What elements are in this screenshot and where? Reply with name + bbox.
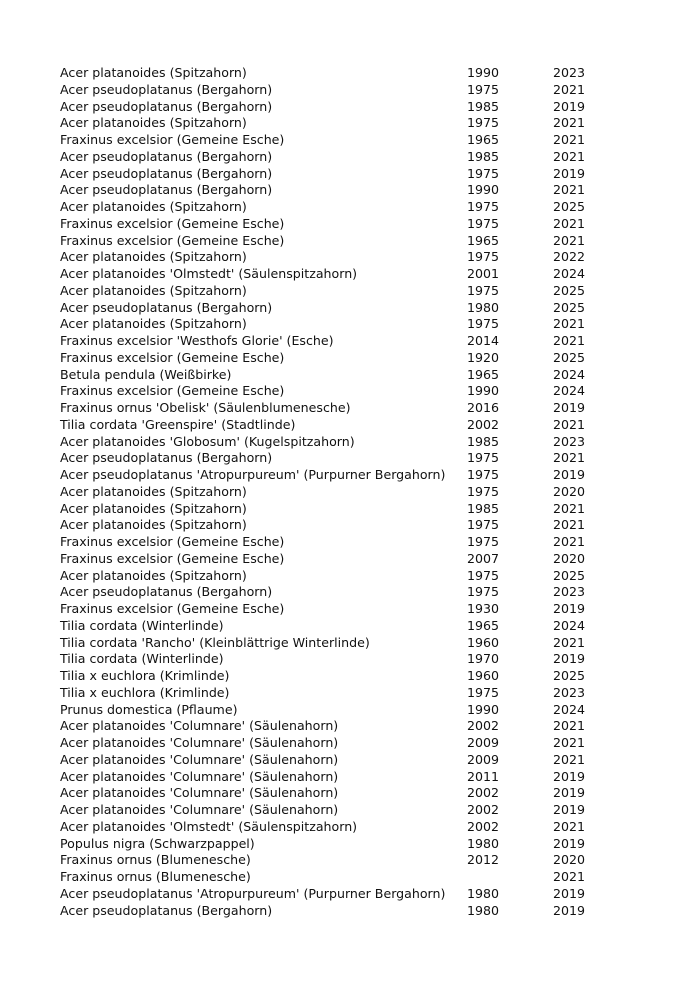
record-year-cell: 2021 <box>553 148 586 164</box>
species-cell: Acer pseudoplatanus (Bergahorn) <box>60 81 273 97</box>
table-row <box>60 752 620 769</box>
planting-year-cell: 2011 <box>467 768 500 784</box>
record-year-cell: 2023 <box>553 584 586 600</box>
record-year-cell: 2019 <box>553 467 586 482</box>
table-row <box>60 467 620 484</box>
planting-year-cell: 1975 <box>467 483 500 499</box>
species-cell: Acer platanoides (Spitzahorn) <box>60 282 247 298</box>
record-year-cell: 2021 <box>553 751 586 767</box>
species-cell: Fraxinus ornus (Blumenesche) <box>60 852 251 868</box>
record-year-cell: 2021 <box>553 534 586 549</box>
planting-year-cell: 2002 <box>467 718 500 734</box>
planting-year-cell: 1960 <box>467 668 500 683</box>
record-year-cell: 2019 <box>553 902 586 918</box>
planting-year-cell: 1965 <box>467 132 500 147</box>
table-row <box>60 316 620 333</box>
record-year-cell: 2023 <box>553 433 586 449</box>
species-cell: Acer platanoides 'Columnare' (Säulenahorn) <box>60 718 339 734</box>
species-cell: Acer pseudoplatanus (Bergahorn) <box>60 902 273 918</box>
record-year-cell: 2021 <box>553 718 586 734</box>
table-row <box>60 233 620 250</box>
table-row <box>60 300 620 317</box>
planting-year-cell: 2002 <box>467 818 500 834</box>
table-row <box>60 769 620 786</box>
record-year-cell: 2025 <box>553 299 586 315</box>
planting-year-cell: 1975 <box>467 215 500 231</box>
table-row <box>60 501 620 518</box>
planting-year-cell: 1965 <box>467 232 500 248</box>
species-cell: Tilia cordata 'Rancho' (Kleinblättrige Winterlinde) <box>60 634 370 650</box>
record-year-cell: 2019 <box>553 885 586 901</box>
table-row <box>60 115 620 132</box>
species-cell: Acer platanoides 'Globosum' (Kugelspitzahorn) <box>60 433 355 449</box>
record-year-cell: 2025 <box>553 199 586 214</box>
species-cell: Tilia cordata (Winterlinde) <box>60 617 224 633</box>
table-row <box>60 65 620 82</box>
planting-year-cell: 1985 <box>467 148 500 164</box>
species-cell: Acer platanoides 'Columnare' (Säulenahorn) <box>60 751 339 767</box>
table-row <box>60 166 620 183</box>
record-year-cell: 2019 <box>553 601 586 616</box>
table-row <box>60 350 620 367</box>
table-row <box>60 450 620 467</box>
tree-list-table <box>60 65 620 919</box>
table-row <box>60 434 620 451</box>
species-cell: Tilia cordata 'Greenspire' (Stadtlinde) <box>60 416 296 432</box>
species-cell: Acer platanoides (Spitzahorn) <box>60 500 247 516</box>
species-cell: Acer pseudoplatanus (Bergahorn) <box>60 182 273 198</box>
record-year-cell: 2021 <box>553 333 586 348</box>
planting-year-cell: 1920 <box>467 349 500 365</box>
table-row <box>60 132 620 149</box>
species-cell: Prunus domestica (Pflaume) <box>60 701 238 717</box>
planting-year-cell: 1975 <box>467 165 500 181</box>
species-cell: Fraxinus excelsior 'Westhofs Glorie' (Esche) <box>60 333 334 348</box>
species-cell: Tilia x euchlora (Krimlinde) <box>60 684 230 700</box>
planting-year-cell: 1970 <box>467 651 500 667</box>
table-row <box>60 668 620 685</box>
table-row <box>60 819 620 836</box>
table-row <box>60 216 620 233</box>
species-cell: Fraxinus ornus 'Obelisk' (Säulenblumenesche) <box>60 400 351 415</box>
planting-year-cell: 1990 <box>467 65 500 80</box>
record-year-cell: 2021 <box>553 500 586 516</box>
record-year-cell: 2019 <box>553 785 586 801</box>
planting-year-cell: 1980 <box>467 835 500 851</box>
table-row <box>60 903 620 920</box>
planting-year-cell: 1975 <box>467 450 500 466</box>
planting-year-cell: 2002 <box>467 416 500 432</box>
record-year-cell: 2021 <box>553 869 586 884</box>
record-year-cell: 2021 <box>553 132 586 147</box>
table-row <box>60 702 620 719</box>
planting-year-cell: 1975 <box>467 81 500 97</box>
table-row <box>60 517 620 534</box>
record-year-cell: 2019 <box>553 165 586 181</box>
record-year-cell: 2021 <box>553 232 586 248</box>
table-row <box>60 283 620 300</box>
planting-year-cell: 2009 <box>467 751 500 767</box>
record-year-cell: 2021 <box>553 818 586 834</box>
table-row <box>60 685 620 702</box>
record-year-cell: 2021 <box>553 182 586 198</box>
table-row <box>60 82 620 99</box>
species-cell: Acer pseudoplatanus (Bergahorn) <box>60 148 273 164</box>
species-cell: Acer platanoides (Spitzahorn) <box>60 567 247 583</box>
species-cell: Acer platanoides (Spitzahorn) <box>60 249 247 265</box>
planting-year-cell: 2012 <box>467 852 500 868</box>
species-cell: Acer pseudoplatanus (Bergahorn) <box>60 584 273 600</box>
planting-year-cell: 1975 <box>467 584 500 600</box>
planting-year-cell: 1975 <box>467 282 500 298</box>
planting-year-cell: 1975 <box>467 316 500 332</box>
planting-year-cell: 1930 <box>467 601 500 616</box>
species-cell: Acer platanoides 'Columnare' (Säulenahorn) <box>60 735 339 750</box>
species-cell: Acer platanoides 'Olmstedt' (Säulenspitzahorn) <box>60 818 358 834</box>
planting-year-cell: 1965 <box>467 617 500 633</box>
table-row <box>60 99 620 116</box>
table-row <box>60 718 620 735</box>
species-cell: Fraxinus excelsior (Gemeine Esche) <box>60 349 285 365</box>
species-cell: Acer platanoides 'Columnare' (Säulenahorn) <box>60 785 339 801</box>
planting-year-cell: 2009 <box>467 735 500 750</box>
species-cell: Populus nigra (Schwarzpappel) <box>60 835 255 851</box>
record-year-cell: 2019 <box>553 98 586 114</box>
table-row <box>60 417 620 434</box>
table-row <box>60 802 620 819</box>
species-cell: Fraxinus ornus (Blumenesche) <box>60 869 251 884</box>
species-cell: Acer platanoides (Spitzahorn) <box>60 65 247 80</box>
species-cell: Tilia x euchlora (Krimlinde) <box>60 668 230 683</box>
planting-year-cell: 1990 <box>467 383 500 399</box>
table-row <box>60 852 620 869</box>
species-cell: Acer pseudoplatanus (Bergahorn) <box>60 450 273 466</box>
table-row <box>60 651 620 668</box>
record-year-cell: 2021 <box>553 517 586 533</box>
record-year-cell: 2021 <box>553 416 586 432</box>
table-row <box>60 886 620 903</box>
species-cell: Acer pseudoplatanus 'Atropurpureum' (Purpurner Bergahorn) <box>60 885 446 901</box>
table-row <box>60 149 620 166</box>
record-year-cell: 2020 <box>553 550 586 566</box>
table-row <box>60 836 620 853</box>
record-year-cell: 2021 <box>553 634 586 650</box>
table-row <box>60 484 620 501</box>
species-cell: Fraxinus excelsior (Gemeine Esche) <box>60 215 285 231</box>
species-cell: Acer platanoides 'Olmstedt' (Säulenspitzahorn) <box>60 266 358 281</box>
record-year-cell: 2023 <box>553 65 586 80</box>
species-cell: Acer platanoides (Spitzahorn) <box>60 517 247 533</box>
species-cell: Fraxinus excelsior (Gemeine Esche) <box>60 132 285 147</box>
record-year-cell: 2019 <box>553 651 586 667</box>
species-cell: Fraxinus excelsior (Gemeine Esche) <box>60 534 285 549</box>
species-cell: Acer pseudoplatanus (Bergahorn) <box>60 165 273 181</box>
planting-year-cell: 1975 <box>467 684 500 700</box>
table-row <box>60 333 620 350</box>
species-cell: Tilia cordata (Winterlinde) <box>60 651 224 667</box>
species-cell: Fraxinus excelsior (Gemeine Esche) <box>60 383 285 399</box>
species-cell: Fraxinus excelsior (Gemeine Esche) <box>60 601 285 616</box>
record-year-cell: 2023 <box>553 684 586 700</box>
planting-year-cell: 1975 <box>467 517 500 533</box>
planting-year-cell: 1975 <box>467 115 500 131</box>
planting-year-cell: 1980 <box>467 902 500 918</box>
planting-year-cell: 1985 <box>467 433 500 449</box>
table-row <box>60 584 620 601</box>
record-year-cell: 2025 <box>553 349 586 365</box>
table-row <box>60 635 620 652</box>
planting-year-cell: 1985 <box>467 98 500 114</box>
planting-year-cell: 1975 <box>467 567 500 583</box>
table-row <box>60 735 620 752</box>
table-row <box>60 869 620 886</box>
record-year-cell: 2025 <box>553 668 586 683</box>
planting-year-cell: 1960 <box>467 634 500 650</box>
record-year-cell: 2024 <box>553 266 586 281</box>
record-year-cell: 2022 <box>553 249 586 265</box>
table-row <box>60 182 620 199</box>
table-row <box>60 400 620 417</box>
record-year-cell: 2024 <box>553 701 586 717</box>
species-cell: Betula pendula (Weißbirke) <box>60 366 232 382</box>
record-year-cell: 2021 <box>553 115 586 131</box>
record-year-cell: 2024 <box>553 617 586 633</box>
record-year-cell: 2025 <box>553 282 586 298</box>
table-row <box>60 534 620 551</box>
record-year-cell: 2021 <box>553 450 586 466</box>
table-row <box>60 383 620 400</box>
planting-year-cell: 1975 <box>467 467 500 482</box>
planting-year-cell: 2007 <box>467 550 500 566</box>
planting-year-cell: 1980 <box>467 885 500 901</box>
record-year-cell: 2021 <box>553 215 586 231</box>
planting-year-cell: 2002 <box>467 802 500 817</box>
planting-year-cell: 1990 <box>467 182 500 198</box>
planting-year-cell: 2016 <box>467 400 500 415</box>
species-cell: Fraxinus excelsior (Gemeine Esche) <box>60 550 285 566</box>
record-year-cell: 2019 <box>553 835 586 851</box>
record-year-cell: 2021 <box>553 81 586 97</box>
planting-year-cell: 1965 <box>467 366 500 382</box>
planting-year-cell: 2001 <box>467 266 500 281</box>
record-year-cell: 2024 <box>553 366 586 382</box>
species-cell: Acer pseudoplatanus (Bergahorn) <box>60 98 273 114</box>
planting-year-cell: 2002 <box>467 785 500 801</box>
table-row <box>60 601 620 618</box>
species-cell: Acer platanoides (Spitzahorn) <box>60 316 247 332</box>
table-row <box>60 618 620 635</box>
table-row <box>60 551 620 568</box>
species-cell: Acer platanoides (Spitzahorn) <box>60 483 247 499</box>
planting-year-cell: 1985 <box>467 500 500 516</box>
species-cell: Acer pseudoplatanus 'Atropurpureum' (Purpurner Bergahorn) <box>60 467 446 482</box>
planting-year-cell: 1975 <box>467 534 500 549</box>
record-year-cell: 2019 <box>553 802 586 817</box>
record-year-cell: 2025 <box>553 567 586 583</box>
planting-year-cell: 1975 <box>467 249 500 265</box>
table-row <box>60 266 620 283</box>
record-year-cell: 2021 <box>553 735 586 750</box>
record-year-cell: 2020 <box>553 852 586 868</box>
table-row <box>60 568 620 585</box>
table-row <box>60 785 620 802</box>
species-cell: Acer platanoides 'Columnare' (Säulenahorn) <box>60 768 339 784</box>
planting-year-cell: 1980 <box>467 299 500 315</box>
planting-year-cell: 1975 <box>467 199 500 214</box>
table-row <box>60 199 620 216</box>
record-year-cell: 2020 <box>553 483 586 499</box>
record-year-cell: 2019 <box>553 400 586 415</box>
species-cell: Acer platanoides (Spitzahorn) <box>60 199 247 214</box>
species-cell: Fraxinus excelsior (Gemeine Esche) <box>60 232 285 248</box>
species-cell: Acer pseudoplatanus (Bergahorn) <box>60 299 273 315</box>
record-year-cell: 2021 <box>553 316 586 332</box>
table-row <box>60 367 620 384</box>
record-year-cell: 2019 <box>553 768 586 784</box>
species-cell: Acer platanoides (Spitzahorn) <box>60 115 247 131</box>
record-year-cell: 2024 <box>553 383 586 399</box>
planting-year-cell: 2014 <box>467 333 500 348</box>
species-cell: Acer platanoides 'Columnare' (Säulenahorn) <box>60 802 339 817</box>
table-row <box>60 249 620 266</box>
planting-year-cell: 1990 <box>467 701 500 717</box>
